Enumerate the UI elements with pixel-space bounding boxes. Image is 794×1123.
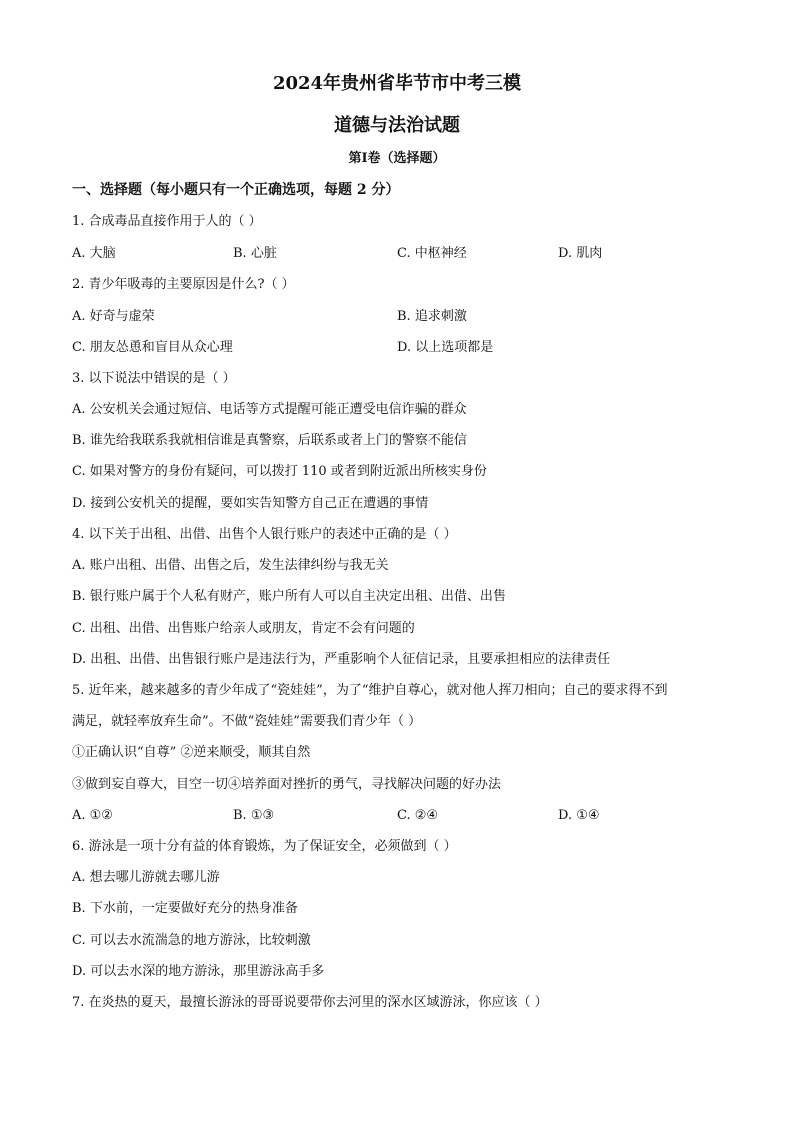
volume-title: 第Ⅰ卷（选择题） [348, 151, 446, 166]
question-2-stem: 2. 青少年吸毒的主要原因是什么?（ ） [72, 277, 295, 292]
question-3-option-c: C. 如果对警方的身份有疑问，可以拨打 110 或者到附近派出所核实身份 [72, 464, 487, 479]
question-2-option-a: A. 好奇与虚荣 [72, 309, 155, 324]
question-2-option-c: C. 朋友怂恿和盲目从众心理 [72, 340, 233, 355]
question-5-statement-1: ①正确认识“自尊” ②逆来顺受，顺其自然 [72, 745, 311, 760]
question-1-stem: 1. 合成毒品直接作用于人的（ ） [72, 214, 262, 229]
question-3-option-a: A. 公安机关会通过短信、电话等方式提醒可能正遭受电信诈骗的群众 [72, 402, 467, 417]
question-5-option-c: C. ②④ [397, 808, 439, 823]
question-1-option-d: D. 肌肉 [558, 246, 603, 261]
question-5-statement-2: ③做到妄自尊大，目空一切④培养面对挫折的勇气，寻找解决问题的好办法 [72, 777, 502, 792]
question-7-stem: 7. 在炎热的夏天，最擅长游泳的哥哥说要带你去河里的深水区域游泳，你应该（ ） [72, 995, 548, 1010]
question-4-option-c: C. 出租、出借、出售账户给亲人或朋友，肯定不会有问题的 [72, 621, 415, 636]
question-5-option-b: B. ①③ [233, 808, 275, 823]
question-2-option-d: D. 以上选项都是 [397, 340, 494, 355]
exam-title: 2024年贵州省毕节市中考三模 [272, 73, 522, 94]
question-3-stem: 3. 以下说法中错误的是（ ） [72, 371, 236, 386]
section-heading: 一、选择题（每小题只有一个正确选项，每题 2 分） [72, 182, 400, 198]
question-4-option-a: A. 账户出租、出借、出售之后，发生法律纠纷与我无关 [72, 558, 389, 573]
exam-subject-title: 道德与法治试题 [334, 115, 460, 136]
question-5-option-d: D. ①④ [558, 808, 600, 823]
question-6-option-d: D. 可以去水深的地方游泳，那里游泳高手多 [72, 964, 325, 979]
question-5-stem-line-1: 5. 近年来，越来越多的青少年成了“瓷娃娃”，为了“维护自尊心，就对他人挥刀相向；自己的要求得不到 [72, 683, 668, 698]
question-1-option-b: B. 心脏 [233, 246, 277, 261]
question-6-stem: 6. 游泳是一项十分有益的体育锻炼，为了保证安全，必须做到（ ） [72, 839, 457, 854]
question-2-option-b: B. 追求刺激 [397, 309, 467, 324]
question-3-option-b: B. 谁先给我联系我就相信谁是真警察，后联系或者上门的警察不能信 [72, 433, 467, 448]
question-3-option-d: D. 接到公安机关的提醒，要如实告知警方自己正在遭遇的事情 [72, 496, 429, 511]
question-4-option-d: D. 出租、出借、出售银行账户是违法行为，严重影响个人征信记录，且要承担相应的法律责任 [72, 652, 611, 667]
question-4-option-b: B. 银行账户属于个人私有财产，账户所有人可以自主决定出租、出借、出售 [72, 589, 506, 604]
question-5-stem-line-2: 满足，就轻率放弃生命”。不做“瓷娃娃”需要我们青少年（ ） [72, 714, 422, 729]
question-6-option-a: A. 想去哪儿游就去哪儿游 [72, 870, 220, 885]
question-1-option-a: A. 大脑 [72, 246, 116, 261]
question-6-option-c: C. 可以去水流湍急的地方游泳，比较刺激 [72, 933, 311, 948]
question-4-stem: 4. 以下关于出租、出借、出售个人银行账户的表述中正确的是（ ） [72, 527, 457, 542]
question-1-option-c: C. 中枢神经 [397, 246, 467, 261]
question-6-option-b: B. 下水前，一定要做好充分的热身准备 [72, 901, 298, 916]
question-5-option-a: A. ①② [72, 808, 113, 823]
